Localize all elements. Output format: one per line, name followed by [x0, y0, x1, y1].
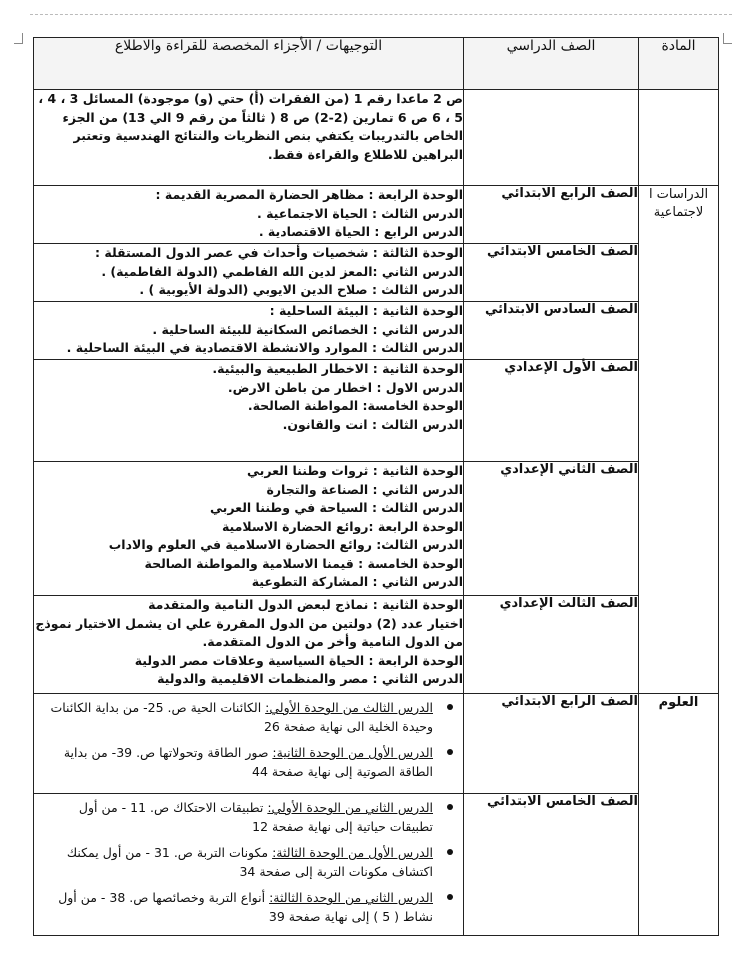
crop-mark-right — [723, 33, 732, 44]
subject-cell-social-studies — [639, 186, 719, 694]
list-item — [42, 743, 459, 781]
grade-cell: الصف الخامس الابتدائي — [464, 794, 639, 936]
content-line: الوحدة الثانية : البيئة الساحلية : — [269, 303, 463, 318]
curriculum-table — [33, 37, 719, 936]
content-line: الخاص بالتدريبات يكتفي بنص النظريات والنتائج الهندسية وتعتبر — [73, 128, 463, 143]
content-line: الوحدة الثانية : الاخطار الطبيعية والبيئية. — [212, 361, 463, 376]
content-line: ص 2 ماعدا رقم 1 (من الفقرات (أ) حتي (و) موجودة) المسائل 3 ، 4 ، — [38, 91, 463, 106]
subject-cell-empty — [639, 90, 719, 186]
header-row — [34, 38, 719, 90]
content-cell — [34, 794, 464, 936]
subject-cell-science — [639, 694, 719, 936]
bullet-icon — [447, 894, 453, 900]
grade-cell: الصف الخامس الابتدائي — [464, 244, 639, 302]
content-line: الدرس الاول : اخطار من باطن الارض. — [227, 379, 463, 395]
content-line: الدرس الثالث : انت والقانون. — [282, 416, 463, 432]
content-line: الدرس الثاني :المعز لدين الله الفاطمي (الدولة الفاطمية) . — [101, 263, 463, 279]
bullet-list — [34, 794, 463, 935]
table-row — [34, 244, 719, 302]
lesson-text: الكائنات الحية ص. 25- من بداية الكائنات وحيدة الخلية الى نهاية صفحة 26 — [50, 700, 433, 734]
content-line: الدرس الثاني : الخصائص السكانية للبيئة الساحلية . — [152, 321, 463, 337]
list-item — [42, 888, 459, 926]
content-line: الوحدة الخامسة : قيمنا الاسلامية والمواطنة الصالحة — [144, 555, 463, 571]
content-line: الدرس الثالث : الحياة الاجتماعية . — [256, 205, 463, 221]
content-cell — [34, 694, 464, 794]
lesson-text: مكونات التربة ص. 31 - من أول يمكنك اكتشاف مكونات التربة إلى صفحة 34 — [66, 845, 433, 879]
content-line: من الدول النامية وأخر من الدول المتقدمة. — [202, 634, 463, 649]
bullet-icon — [447, 849, 453, 855]
crop-mark-left — [14, 33, 23, 44]
content-cell — [34, 244, 464, 302]
table-row — [34, 302, 719, 360]
content-line: الدرس الثالث: روائع الحضارة الاسلامية في العلوم والاداب — [108, 537, 463, 552]
content-cell — [34, 596, 464, 694]
content-line: الدرس الثالث : الموارد والانشطة الاقتصادية في البيئة الساحلية . — [66, 340, 463, 355]
grade-cell: الصف الأول الإعدادي — [464, 360, 639, 462]
content-line: الدرس الثاني : المشاركة التطوعية — [251, 574, 463, 589]
header-guidance: التوجيهات / الأجزاء المخصصة للقراءة والاطلاع — [34, 38, 464, 90]
header-grade: الصف الدراسي — [464, 38, 639, 90]
subject-label: العلوم — [658, 695, 699, 710]
list-item — [42, 698, 459, 736]
content-line: الوحدة الثانية : نماذج لبعض الدول النامية والمتقدمة — [148, 597, 463, 612]
bullet-list — [34, 694, 463, 790]
list-item — [42, 843, 459, 881]
table-row — [34, 360, 719, 462]
table-row — [34, 596, 719, 694]
lesson-title: الدرس الثاني من الوحدة الأولي: — [267, 800, 433, 815]
content-line: الوحدة الثالثة : شخصيات وأحداث في عصر الدول المستقلة : — [95, 245, 463, 260]
content-line: الوحدة الرابعة :روائع الحضارة الاسلامية — [221, 518, 463, 534]
grade-cell: الصف السادس الابتدائي — [464, 302, 639, 360]
content-cell — [34, 186, 464, 244]
content-line: الدرس الثاني : الصناعة والتجارة — [266, 481, 463, 497]
subject-label: لاجتماعية — [653, 205, 704, 220]
content-line: الوحدة الثانية : ثروات وطننا العربي — [246, 463, 463, 478]
content-line: البراهين للاطلاع والقراءة فقط. — [267, 146, 463, 162]
grade-cell-empty — [464, 90, 639, 186]
lesson-text: تطبيقات الاحتكاك ص. 11 - من أول تطبيقات حياتية إلى نهاية صفحة 12 — [78, 800, 433, 834]
content-cell — [34, 302, 464, 360]
lesson-title: الدرس الأول من الوحدة الثالثة: — [272, 845, 433, 860]
header-subject: المادة — [639, 38, 719, 90]
content-line: الدرس الرابع : الحياة الاقتصادية . — [258, 224, 463, 239]
content-line: الوحدة الرابعة : مظاهر الحضارة المصرية القديمة : — [155, 187, 463, 202]
content-line: الدرس الثالث : السياحة في وطننا العربي — [210, 500, 463, 515]
grade-cell: الصف الرابع الابتدائي — [464, 186, 639, 244]
bullet-icon — [447, 804, 453, 810]
subject-label: الدراسات ا — [648, 187, 709, 202]
lesson-text: أنواع التربة وخصائصها ص. 38 - من أول نشاط ( 5 ) إلى نهاية صفحة 39 — [58, 890, 433, 924]
table-row — [34, 90, 719, 186]
content-line: الدرس الثالث : صلاح الدين الايوبي (الدولة الأيوبية ) . — [139, 282, 463, 297]
content-cell-math — [34, 90, 464, 186]
grade-cell: الصف الثاني الإعدادي — [464, 462, 639, 596]
content-line: الوحدة الرابعة : الحياة السياسية وعلاقات مصر الدولية — [134, 652, 463, 668]
content-line: اختيار عدد (2) دولتين من الدول المقررة علي ان يشمل الاختيار نموذج — [35, 615, 463, 631]
table-row — [34, 186, 719, 244]
grade-cell: الصف الثالث الإعدادي — [464, 596, 639, 694]
table-row — [34, 462, 719, 596]
content-line: 5 ، 6 ص 6 تمارين (2-2) ص 8 ( ثالثاً من رقم 9 الي 13) من الجزء — [62, 109, 463, 125]
lesson-text: صور الطاقة وتحولاتها ص. 39- من بداية الطاقة الصوتية إلى نهاية صفحة 44 — [63, 745, 433, 779]
table-row — [34, 794, 719, 936]
page-top-border — [30, 14, 732, 15]
lesson-title: الدرس الثاني من الوحدة الثالثة: — [269, 890, 433, 905]
content-cell — [34, 462, 464, 596]
lesson-title: الدرس الأول من الوحدة الثانية: — [272, 745, 433, 760]
lesson-title: الدرس الثالث من الوحدة الأولي: — [265, 700, 433, 715]
bullet-icon — [447, 749, 453, 755]
content-line: الوحدة الخامسة: المواطنة الصالحة. — [247, 398, 463, 413]
content-cell — [34, 360, 464, 462]
list-item — [42, 798, 459, 836]
content-line: الدرس الثاني : مصر والمنظمات الاقليمية والدولية — [157, 671, 463, 686]
table-row — [34, 694, 719, 794]
bullet-icon — [447, 704, 453, 710]
grade-cell: الصف الرابع الابتدائي — [464, 694, 639, 794]
